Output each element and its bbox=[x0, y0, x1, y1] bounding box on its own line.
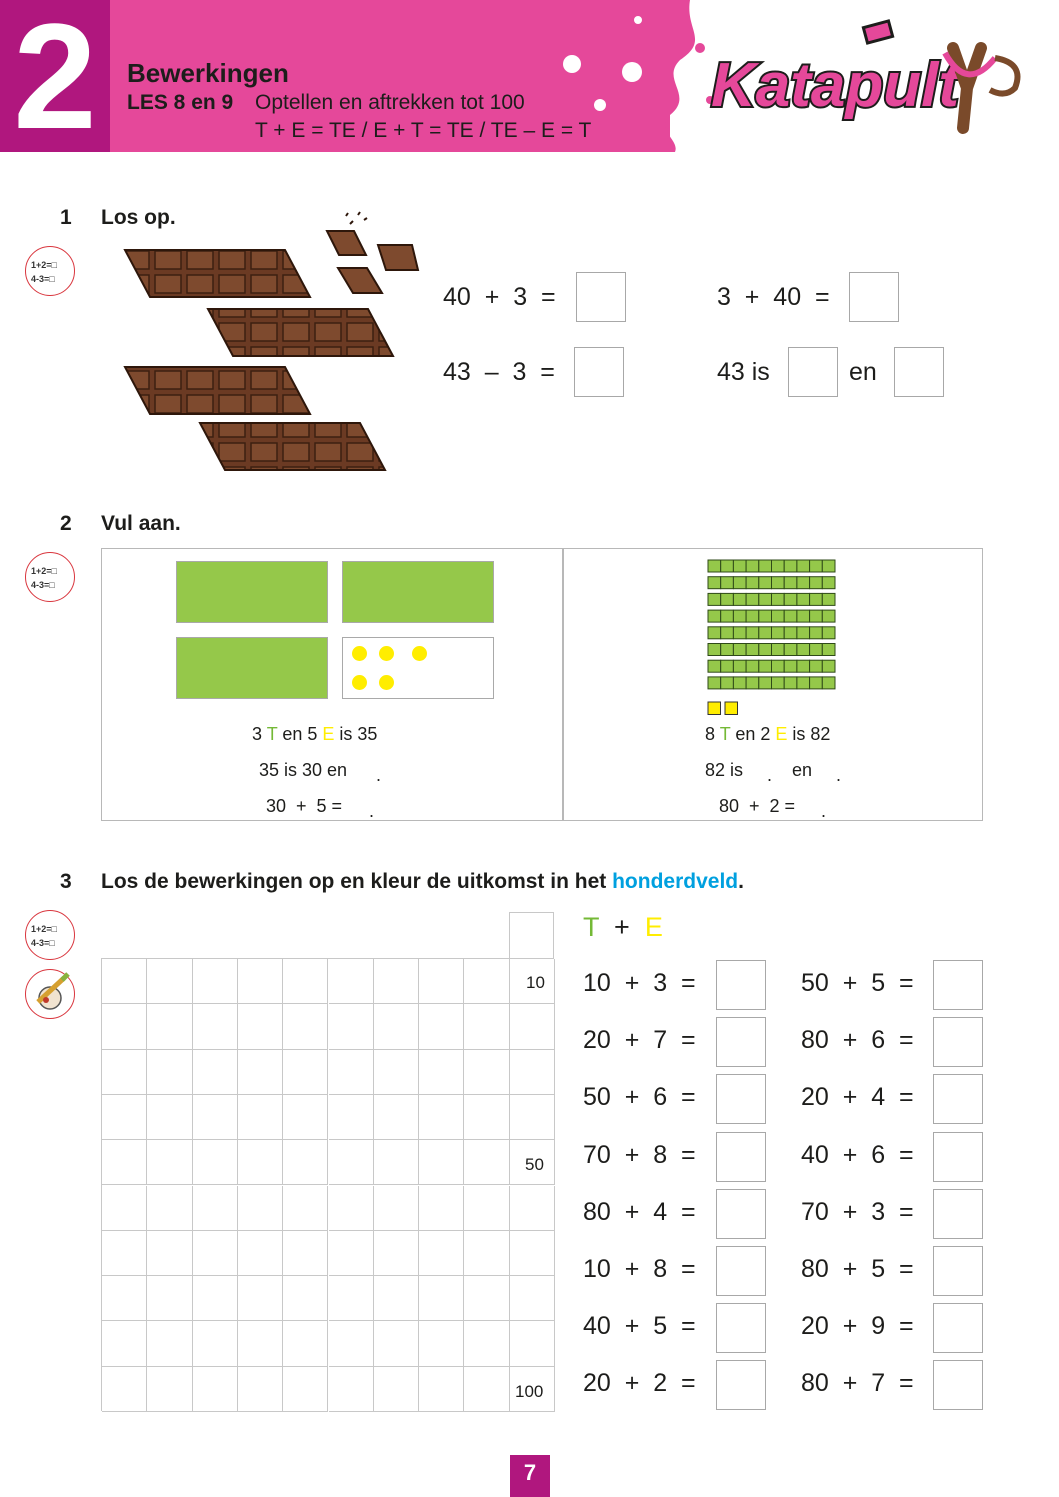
rod-cube bbox=[733, 660, 746, 672]
rod-cube bbox=[810, 560, 823, 572]
sum-expression: 80 + 6 = bbox=[801, 1026, 914, 1055]
rod-cube bbox=[733, 644, 746, 656]
hundred-cell[interactable] bbox=[419, 1004, 464, 1049]
hundred-cell[interactable] bbox=[147, 1276, 192, 1321]
hundred-cell[interactable] bbox=[510, 1186, 555, 1231]
hundred-cell[interactable] bbox=[283, 1276, 328, 1321]
chocolate-pieces bbox=[327, 212, 418, 293]
hundred-cell[interactable] bbox=[193, 1095, 238, 1140]
fill-blank[interactable]: . bbox=[369, 801, 375, 821]
hundred-cell[interactable] bbox=[329, 1321, 374, 1366]
hundred-cell[interactable] bbox=[193, 1050, 238, 1095]
panel-divider bbox=[562, 548, 564, 821]
rod-cube bbox=[784, 560, 797, 572]
hundred-cell[interactable] bbox=[102, 1186, 147, 1231]
hundred-cell[interactable] bbox=[419, 1050, 464, 1095]
hundred-cell[interactable] bbox=[102, 1050, 147, 1095]
katapult-logo bbox=[705, 18, 1035, 138]
answer-box[interactable] bbox=[933, 1246, 983, 1296]
lesson-subtitle: Optellen en aftrekken tot 100 bbox=[255, 91, 525, 114]
split-en-label: en bbox=[849, 358, 877, 386]
hundred-cell[interactable] bbox=[283, 1186, 328, 1231]
hundred-cell[interactable] bbox=[102, 1095, 147, 1140]
answer-box[interactable] bbox=[894, 347, 944, 397]
hundred-field-corner bbox=[509, 912, 554, 958]
sum-expression: 20 + 2 = bbox=[583, 1369, 696, 1398]
hundred-cell[interactable] bbox=[283, 959, 328, 1004]
hundred-cell[interactable] bbox=[147, 1321, 192, 1366]
coloring-pencil-icon bbox=[25, 969, 75, 1019]
chocolate-bar bbox=[208, 309, 393, 356]
hundred-cell[interactable] bbox=[464, 1186, 509, 1231]
rod-cube bbox=[797, 677, 810, 689]
rod-cube bbox=[721, 644, 734, 656]
hundred-cell[interactable] bbox=[374, 1050, 419, 1095]
rod-cube bbox=[708, 660, 721, 672]
grid-label-50: 50 bbox=[525, 1155, 544, 1174]
hundred-cell[interactable] bbox=[238, 959, 283, 1004]
rod-cube bbox=[733, 577, 746, 589]
rod-cube bbox=[810, 644, 823, 656]
rod-cube bbox=[797, 577, 810, 589]
hundred-cell[interactable] bbox=[419, 1321, 464, 1366]
rod-cube bbox=[772, 610, 785, 622]
hundred-cell[interactable] bbox=[193, 1186, 238, 1231]
hundred-cell[interactable] bbox=[329, 1050, 374, 1095]
rod-cube bbox=[797, 627, 810, 639]
rod-cube bbox=[746, 627, 759, 639]
hundred-cell[interactable] bbox=[102, 1276, 147, 1321]
chocolate-bar bbox=[200, 423, 385, 470]
hundred-cell[interactable] bbox=[374, 959, 419, 1004]
rod-cube bbox=[797, 560, 810, 572]
hundred-field bbox=[101, 958, 554, 1411]
sum-expression: 10 + 8 = bbox=[583, 1255, 696, 1283]
hundred-cell[interactable] bbox=[147, 1186, 192, 1231]
hundred-cell[interactable] bbox=[102, 1140, 147, 1185]
hundred-cell[interactable] bbox=[374, 1095, 419, 1140]
sum-expression: 20 + 4 = bbox=[801, 1083, 914, 1112]
answer-box[interactable] bbox=[788, 347, 838, 397]
hundred-cell[interactable] bbox=[329, 1367, 374, 1412]
rod-cube bbox=[708, 610, 721, 622]
rod-cube bbox=[784, 627, 797, 639]
answer-box[interactable] bbox=[933, 1074, 983, 1124]
hundred-cell[interactable] bbox=[510, 1321, 555, 1366]
grid-label-100: 100 bbox=[515, 1382, 544, 1401]
rod-cube bbox=[746, 593, 759, 605]
rod-cube bbox=[822, 627, 835, 639]
lesson-label: LES 8 en 9 bbox=[127, 91, 234, 114]
answer-box[interactable] bbox=[574, 347, 624, 397]
chocolate-bars-illustration bbox=[120, 200, 425, 475]
answer-box[interactable] bbox=[716, 1074, 766, 1124]
sum-3-plus-40: 3 + 40 = bbox=[717, 283, 830, 311]
sum-expression: 40 + 5 = bbox=[583, 1312, 696, 1341]
fill-blank[interactable]: . bbox=[836, 765, 842, 785]
svg-text:Katapult: Katapult bbox=[711, 51, 959, 120]
rod-cube bbox=[759, 660, 772, 672]
hundred-cell[interactable] bbox=[283, 1140, 328, 1185]
hundred-cell[interactable] bbox=[238, 1050, 283, 1095]
rod-cube bbox=[772, 677, 785, 689]
hundred-cell[interactable] bbox=[193, 1367, 238, 1412]
hundred-cell[interactable] bbox=[464, 1276, 509, 1321]
rod-cube bbox=[721, 593, 734, 605]
hundred-cell[interactable] bbox=[329, 1276, 374, 1321]
hundred-cell[interactable] bbox=[374, 1140, 419, 1185]
exercise-1-title: Los op. bbox=[101, 206, 176, 229]
hundred-cell[interactable] bbox=[329, 959, 374, 1004]
answer-box[interactable] bbox=[716, 1132, 766, 1182]
rod-cube bbox=[759, 677, 772, 689]
rod-cube bbox=[784, 593, 797, 605]
rod-cube bbox=[772, 593, 785, 605]
rod-cube bbox=[708, 677, 721, 689]
rod-cube bbox=[759, 610, 772, 622]
hundred-cell[interactable] bbox=[419, 1095, 464, 1140]
unit-dot bbox=[379, 675, 394, 690]
hundred-cell[interactable] bbox=[147, 1140, 192, 1185]
answer-box[interactable] bbox=[716, 1246, 766, 1296]
rod-cube bbox=[733, 627, 746, 639]
hundred-cell[interactable] bbox=[419, 1140, 464, 1185]
unit-dot bbox=[352, 675, 367, 690]
chapter-box bbox=[0, 0, 110, 160]
hundred-cell[interactable] bbox=[283, 1231, 328, 1276]
rod-cube bbox=[822, 644, 835, 656]
hundred-cell[interactable] bbox=[193, 1231, 238, 1276]
answer-box[interactable] bbox=[716, 960, 766, 1010]
rod-cube bbox=[822, 577, 835, 589]
rod-cube bbox=[746, 644, 759, 656]
hundred-cell[interactable] bbox=[283, 1321, 328, 1366]
hundred-cell[interactable] bbox=[329, 1186, 374, 1231]
hundred-cell[interactable] bbox=[329, 1140, 374, 1185]
rod-cube bbox=[810, 610, 823, 622]
right-split-b: en bbox=[792, 760, 813, 780]
hundred-cell[interactable] bbox=[374, 1276, 419, 1321]
fill-blank[interactable]: . bbox=[767, 765, 773, 785]
page-header bbox=[0, 0, 1059, 160]
hundred-cell[interactable] bbox=[238, 1186, 283, 1231]
hundred-cell[interactable] bbox=[510, 1095, 555, 1140]
sum-expression: 70 + 8 = bbox=[583, 1140, 696, 1169]
hundred-cell[interactable] bbox=[464, 959, 509, 1004]
answer-box[interactable] bbox=[933, 1303, 983, 1353]
rod-cube bbox=[708, 627, 721, 639]
ten-block bbox=[176, 561, 328, 623]
hundred-cell[interactable] bbox=[193, 1004, 238, 1049]
sum-expression: 80 + 5 = bbox=[801, 1255, 914, 1283]
hundred-cell[interactable] bbox=[147, 1050, 192, 1095]
hundred-cell[interactable] bbox=[510, 1050, 555, 1095]
hundred-cell[interactable] bbox=[464, 1321, 509, 1366]
math-badge-icon: 1+2=□ 4-3=□ bbox=[25, 910, 75, 960]
rod-cube bbox=[810, 577, 823, 589]
rod-cube bbox=[721, 577, 734, 589]
answer-box[interactable] bbox=[716, 1360, 766, 1410]
sum-expression: 80 + 7 = bbox=[801, 1369, 914, 1398]
rod-cube bbox=[746, 660, 759, 672]
unit-dot bbox=[352, 646, 367, 661]
sum-expression: 80 + 4 = bbox=[583, 1197, 696, 1226]
hundred-cell[interactable] bbox=[102, 1321, 147, 1366]
hundred-cell[interactable] bbox=[419, 1367, 464, 1412]
hundred-cell[interactable] bbox=[283, 1095, 328, 1140]
rod-cube bbox=[797, 593, 810, 605]
answer-box[interactable] bbox=[716, 1017, 766, 1067]
exercise-1-number: 1 bbox=[60, 206, 72, 229]
rod-cube bbox=[759, 627, 772, 639]
hundred-cell[interactable] bbox=[464, 1050, 509, 1095]
hundred-cell[interactable] bbox=[147, 1004, 192, 1049]
hundred-cell[interactable] bbox=[193, 1276, 238, 1321]
ten-block bbox=[342, 561, 494, 623]
hundred-cell[interactable] bbox=[147, 1095, 192, 1140]
rod-cube bbox=[746, 560, 759, 572]
rod-cube bbox=[810, 593, 823, 605]
exercise-2-title: Vul aan. bbox=[101, 512, 181, 535]
left-split-line: 35 is 30 en bbox=[259, 760, 348, 780]
sum-40-plus-3: 40 + 3 = bbox=[443, 283, 556, 311]
sum-expression: 50 + 6 = bbox=[583, 1083, 696, 1112]
right-statement: 8 T en 2 E is 82 bbox=[705, 724, 831, 744]
right-sum-line: 80 + 2 = bbox=[719, 796, 796, 816]
hundred-cell[interactable] bbox=[374, 1004, 419, 1049]
exercise-3-title: Los de bewerkingen op en kleur de uitkomst in het honderdveld. bbox=[101, 870, 744, 893]
rod-cube bbox=[746, 677, 759, 689]
hundred-cell[interactable] bbox=[238, 1004, 283, 1049]
hundred-cell[interactable] bbox=[419, 1186, 464, 1231]
hundred-cell[interactable] bbox=[464, 1095, 509, 1140]
left-sum-line: 30 + 5 = bbox=[266, 796, 343, 816]
rod-cube bbox=[759, 577, 772, 589]
hundred-cell[interactable] bbox=[238, 1276, 283, 1321]
rod-cube bbox=[708, 560, 721, 572]
answer-box[interactable] bbox=[933, 1017, 983, 1067]
unit-dot bbox=[379, 646, 394, 661]
chapter-number: 2 bbox=[13, 0, 97, 160]
rod-cube bbox=[822, 560, 835, 572]
hundred-cell[interactable] bbox=[419, 1276, 464, 1321]
rod-cube bbox=[772, 660, 785, 672]
rod-cube bbox=[746, 610, 759, 622]
hundred-cell[interactable] bbox=[510, 1004, 555, 1049]
rod-cube bbox=[772, 560, 785, 572]
split-43-label: 43 is bbox=[717, 358, 770, 386]
hundred-cell[interactable] bbox=[464, 1004, 509, 1049]
chocolate-bar bbox=[125, 250, 310, 297]
hundred-cell[interactable] bbox=[283, 1004, 328, 1049]
hundred-cell[interactable] bbox=[283, 1050, 328, 1095]
hundred-cell[interactable] bbox=[329, 1095, 374, 1140]
hundred-cell[interactable] bbox=[193, 959, 238, 1004]
rod-cube bbox=[733, 610, 746, 622]
hundred-cell[interactable] bbox=[193, 1321, 238, 1366]
hundred-cell[interactable] bbox=[193, 1140, 238, 1185]
hundred-cell[interactable] bbox=[238, 1095, 283, 1140]
rod-cube bbox=[784, 577, 797, 589]
rod-cube bbox=[708, 644, 721, 656]
rod-cube bbox=[721, 677, 734, 689]
hundred-cell[interactable] bbox=[510, 1276, 555, 1321]
hundred-cell[interactable] bbox=[147, 1367, 192, 1412]
hundred-cell[interactable] bbox=[238, 1321, 283, 1366]
rod-cube bbox=[822, 660, 835, 672]
rod-cube bbox=[822, 677, 835, 689]
rod-cube bbox=[721, 660, 734, 672]
rod-cube bbox=[721, 560, 734, 572]
header-title: Bewerkingen bbox=[127, 58, 289, 88]
exercise-2-number: 2 bbox=[60, 512, 72, 535]
lesson-formula: T + E = TE / E + T = TE / TE – E = T bbox=[255, 119, 592, 142]
ten-block bbox=[176, 637, 328, 699]
right-split-a: 82 is bbox=[705, 760, 744, 780]
page-number: 7 bbox=[510, 1455, 550, 1497]
rod-cube bbox=[721, 627, 734, 639]
answer-box[interactable] bbox=[933, 960, 983, 1010]
answer-box[interactable] bbox=[933, 1360, 983, 1410]
left-statement: 3 T en 5 E is 35 bbox=[252, 724, 378, 744]
hundred-cell[interactable] bbox=[374, 1321, 419, 1366]
rod-cube bbox=[784, 610, 797, 622]
rod-cube bbox=[797, 644, 810, 656]
rod-cube bbox=[797, 660, 810, 672]
hundred-cell[interactable] bbox=[147, 1231, 192, 1276]
hundred-cell[interactable] bbox=[419, 1231, 464, 1276]
hundred-cell[interactable] bbox=[102, 1004, 147, 1049]
hundred-cell[interactable] bbox=[374, 1367, 419, 1412]
hundred-cell[interactable] bbox=[464, 1140, 509, 1185]
hundred-cell[interactable] bbox=[510, 1231, 555, 1276]
rod-cube bbox=[759, 593, 772, 605]
tens-rods-illustration bbox=[707, 559, 837, 719]
unit-cube bbox=[708, 702, 721, 715]
rod-cube bbox=[708, 593, 721, 605]
hundred-cell[interactable] bbox=[464, 1231, 509, 1276]
rod-cube bbox=[822, 610, 835, 622]
rod-cube bbox=[810, 660, 823, 672]
fill-blank[interactable]: . bbox=[376, 765, 382, 785]
sum-expression: 10 + 3 = bbox=[583, 969, 696, 997]
answer-box[interactable] bbox=[933, 1189, 983, 1239]
rod-cube bbox=[759, 644, 772, 656]
hundred-cell[interactable] bbox=[464, 1367, 509, 1412]
t-plus-e-heading: T + E bbox=[583, 912, 663, 942]
ones-frame bbox=[342, 637, 494, 699]
math-badge-icon: 1+2=□ 4-3=□ bbox=[25, 552, 75, 602]
hundred-cell[interactable] bbox=[374, 1231, 419, 1276]
hundred-cell[interactable] bbox=[419, 959, 464, 1004]
answer-box[interactable] bbox=[576, 272, 626, 322]
rod-cube bbox=[759, 560, 772, 572]
sum-expression: 20 + 9 = bbox=[801, 1312, 914, 1341]
rod-cube bbox=[733, 677, 746, 689]
rod-cube bbox=[746, 577, 759, 589]
hundred-cell[interactable] bbox=[238, 1367, 283, 1412]
sum-expression: 70 + 3 = bbox=[801, 1197, 914, 1226]
sum-expression: 50 + 5 = bbox=[801, 969, 914, 997]
hundred-cell[interactable] bbox=[238, 1231, 283, 1276]
rod-cube bbox=[810, 677, 823, 689]
hundred-cell[interactable] bbox=[283, 1367, 328, 1412]
answer-box[interactable] bbox=[933, 1132, 983, 1182]
chocolate-bar bbox=[125, 367, 310, 414]
hundred-cell[interactable] bbox=[102, 1231, 147, 1276]
hundred-cell[interactable] bbox=[238, 1140, 283, 1185]
sum-43-minus-3: 43 – 3 = bbox=[443, 358, 555, 386]
answer-box[interactable] bbox=[849, 272, 899, 322]
hundred-cell[interactable] bbox=[329, 1004, 374, 1049]
sum-expression: 40 + 6 = bbox=[801, 1140, 914, 1169]
math-badge-icon: 1+2=□ 4-3=□ bbox=[25, 246, 75, 296]
rod-cube bbox=[772, 644, 785, 656]
rod-cube bbox=[733, 593, 746, 605]
hundred-cell[interactable] bbox=[147, 959, 192, 1004]
hundred-cell[interactable] bbox=[102, 959, 147, 1004]
rod-cube bbox=[772, 627, 785, 639]
exercise-3-number: 3 bbox=[60, 870, 72, 893]
hundred-cell[interactable] bbox=[329, 1231, 374, 1276]
grid-label-10: 10 bbox=[526, 973, 545, 992]
rod-cube bbox=[797, 610, 810, 622]
rod-cube bbox=[708, 577, 721, 589]
fill-blank[interactable]: . bbox=[821, 801, 827, 821]
rod-cube bbox=[721, 610, 734, 622]
hundred-cell[interactable] bbox=[374, 1186, 419, 1231]
rod-cube bbox=[772, 577, 785, 589]
hundred-cell[interactable] bbox=[102, 1367, 147, 1412]
rod-cube bbox=[822, 593, 835, 605]
rod-cube bbox=[784, 677, 797, 689]
answer-box[interactable] bbox=[716, 1303, 766, 1353]
unit-dot bbox=[412, 646, 427, 661]
sum-expression: 20 + 7 = bbox=[583, 1026, 696, 1055]
rod-cube bbox=[733, 560, 746, 572]
rod-cube bbox=[784, 660, 797, 672]
answer-box[interactable] bbox=[716, 1189, 766, 1239]
unit-cube bbox=[725, 702, 738, 715]
rod-cube bbox=[810, 627, 823, 639]
rod-cube bbox=[784, 644, 797, 656]
